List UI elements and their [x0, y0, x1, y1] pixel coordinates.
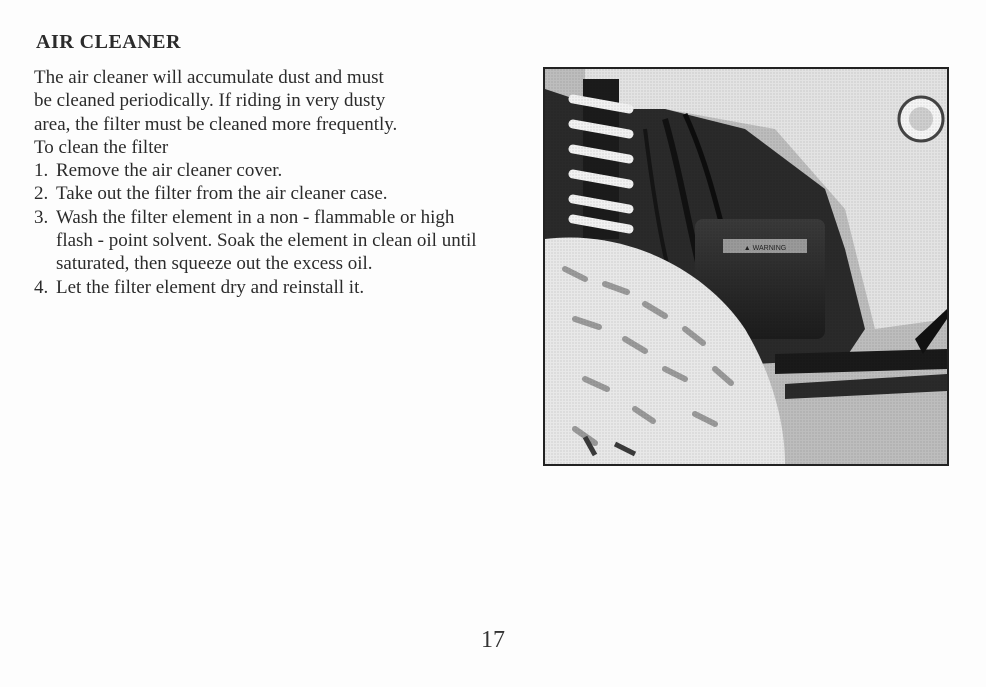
step-text: Let the filter element dry and reinstall it. [56, 276, 365, 298]
intro-line: To clean the filter [34, 136, 169, 158]
step-number: 2. [34, 183, 49, 205]
step-number: 1. [34, 160, 49, 182]
intro-line: be cleaned periodically. If riding in very dusty [34, 90, 386, 112]
step-text: Wash the filter element in a non - flammable or high flash - point solvent. Soak the element in clean oil until saturated, then squeeze out the excess oil. [56, 206, 477, 275]
step-1 [34, 159, 484, 182]
instructions-text [34, 66, 484, 299]
page-number: 17 [481, 627, 505, 653]
step-2 [34, 182, 484, 205]
section-heading: AIR CLEANER [36, 31, 181, 53]
step-number: 4. [34, 276, 49, 298]
step-text: Remove the air cleaner cover. [56, 160, 283, 182]
step-4 [34, 276, 484, 299]
step-number: 3. [34, 206, 49, 228]
intro-line: The air cleaner will accumulate dust and must [34, 67, 384, 88]
intro-line: area, the filter must be cleaned more frequently. [34, 113, 398, 135]
step-3 [34, 206, 484, 276]
step-text: Take out the filter from the air cleaner case. [56, 183, 388, 205]
air-cleaner-photo [543, 67, 949, 466]
photo-illustration [545, 69, 947, 464]
